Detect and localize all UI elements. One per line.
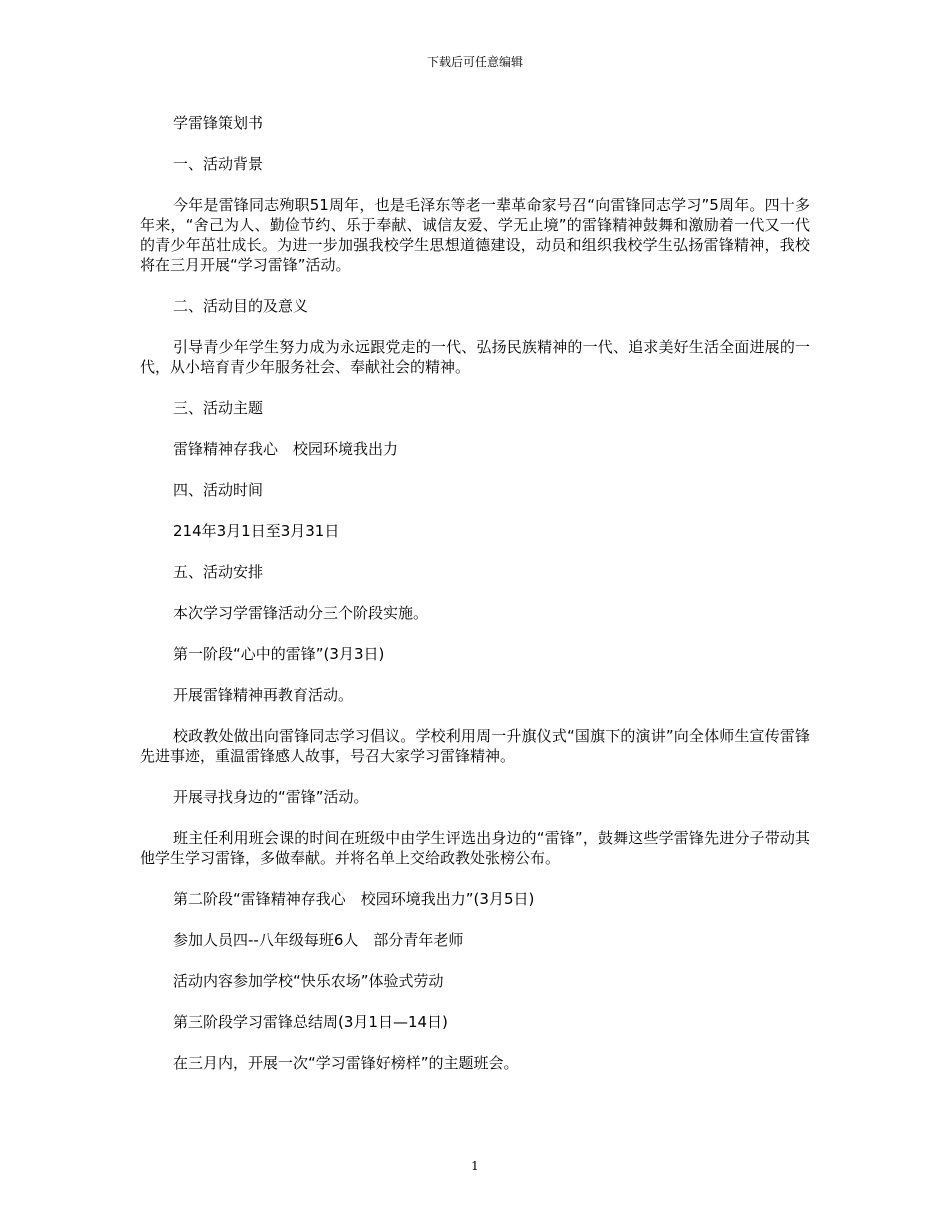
stage-one-heading: 第一阶段“心中的雷锋”(3月3日) [173, 645, 385, 663]
page-number: 1 [471, 1159, 479, 1173]
stage-one-detail-1: 校政教处做出向雷锋同志学习倡议。学校利用周一升旗仪式“国旗下的演讲”向全体师生宣传雷锋先进事迹，重温雷锋感人故事，号召大家学习雷锋精神。 [140, 727, 810, 765]
stage-three-detail: 在三月内，开展一次“学习雷锋好榜样”的主题班会。 [173, 1054, 519, 1072]
stage-two-content: 活动内容参加学校“快乐农场”体验式劳动 [173, 972, 444, 990]
paragraph-theme: 雷锋精神存我心 校园环境我出力 [173, 440, 399, 458]
paragraph-purpose: 引导青少年学生努力成为永远跟党走的一代、弘扬民族精神的一代、追求美好生活全面进展的一代，从小培育青少年服务社会、奉献社会的精神。 [140, 338, 810, 376]
paragraph-background: 今年是雷锋同志殉职51周年，也是毛泽东等老一辈革命家号召“向雷锋同志学习”5周年。四十多年来，“舍己为人、勤俭节约、乐于奉献、诚信友爱、学无止境”的雷锋精神鼓舞和激励着一代又一代的青少年茁壮成长。为进一步加强我校学生思想道德建设，动员和组织我校学生弘扬雷锋精神，我校将在三月开展“学习雷锋”活动。 [140, 196, 810, 274]
section-heading-theme: 三、活动主题 [173, 399, 264, 417]
paragraph-arrangement-intro: 本次学习学雷锋活动分三个阶段实施。 [173, 604, 429, 622]
header-note: 下载后可任意编辑 [426, 55, 523, 69]
stage-one-detail-2: 班主任利用班会课的时间在班级中由学生评选出身边的“雷锋”，鼓舞这些学雷锋先进分子带动其他学生学习雷锋，多做奉献。并将名单上交给政教处张榜公布。 [140, 829, 810, 867]
section-heading-purpose: 二、活动目的及意义 [173, 297, 309, 315]
section-heading-arrangement: 五、活动安排 [173, 563, 264, 581]
stage-two-heading: 第二阶段“雷锋精神存我心 校园环境我出力”(3月5日) [173, 890, 535, 908]
stage-two-participants: 参加人员四--八年级每班6人 部分青年老师 [173, 931, 464, 949]
section-heading-background: 一、活动背景 [173, 155, 264, 173]
stage-one-item-2: 开展寻找身边的“雷锋”活动。 [173, 788, 369, 806]
stage-three-heading: 第三阶段学习雷锋总结周(3月1日—14日) [173, 1013, 448, 1031]
document-body [140, 113, 810, 1094]
document-title: 学雷锋策划书 [173, 114, 264, 132]
stage-one-item-1: 开展雷锋精神再教育活动。 [173, 686, 354, 704]
section-heading-time: 四、活动时间 [173, 481, 264, 499]
paragraph-time: 214年3月1日至3月31日 [173, 522, 340, 540]
